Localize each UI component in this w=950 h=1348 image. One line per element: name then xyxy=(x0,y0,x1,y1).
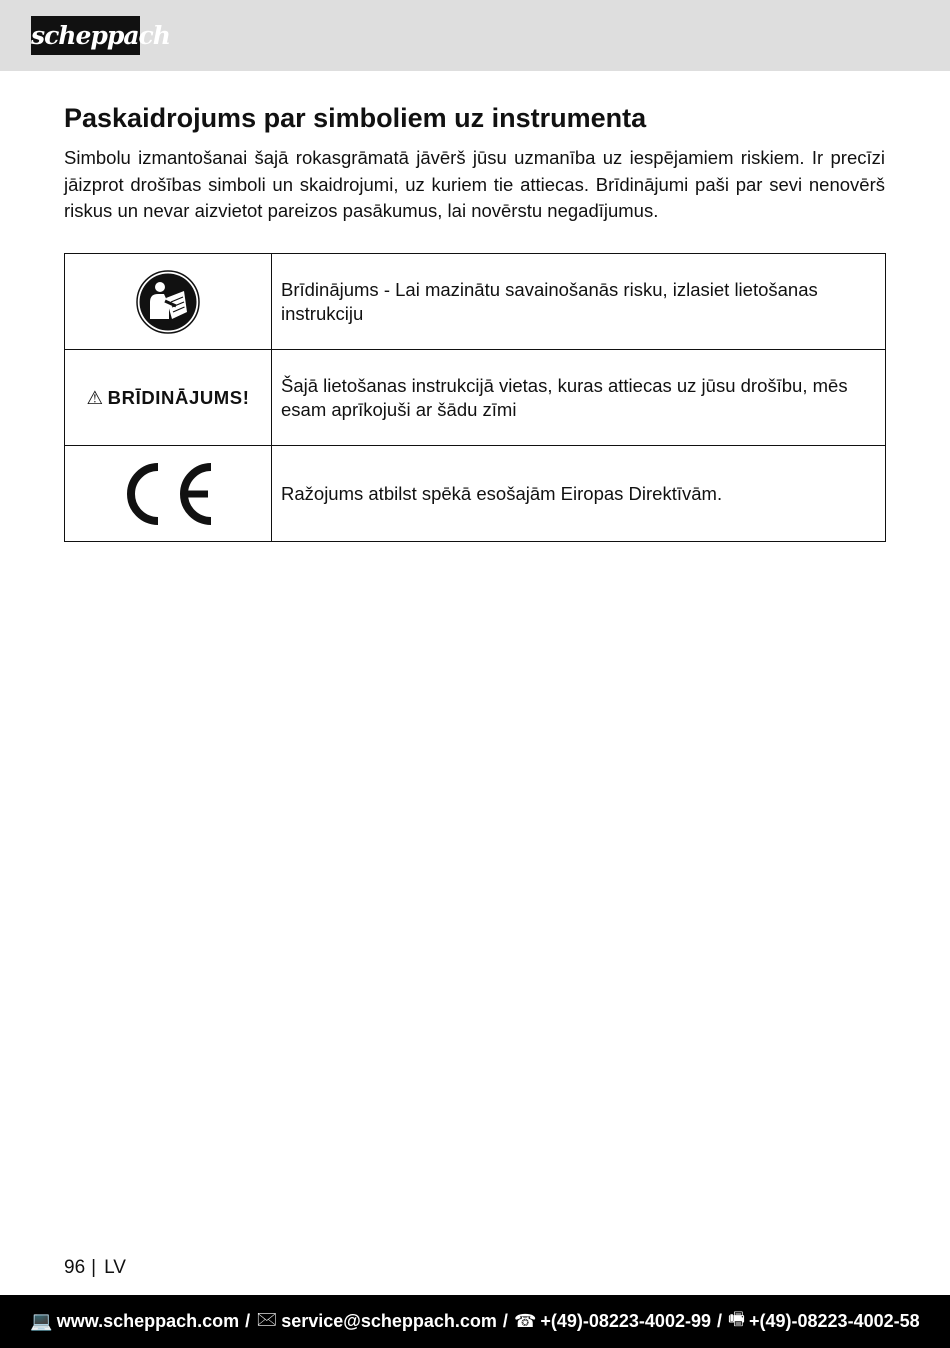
table-row xyxy=(65,254,886,350)
phone-icon: ☎ xyxy=(513,1311,537,1331)
footer-website[interactable]: www.scheppach.com xyxy=(56,1311,240,1331)
symbol-cell xyxy=(65,446,272,542)
symbol-cell xyxy=(65,350,272,446)
ce-mark-icon xyxy=(122,461,214,527)
symbol-table xyxy=(64,253,886,542)
warning-triangle-icon: ⚠ xyxy=(86,386,104,408)
footer-bar xyxy=(0,1295,950,1348)
page-number xyxy=(64,1257,126,1279)
page-language: LV xyxy=(104,1257,126,1278)
footer-divider: / xyxy=(502,1311,508,1331)
footer-phone: +(49)-08223-4002-99 xyxy=(540,1311,711,1331)
page-number-value: 96 xyxy=(64,1257,86,1278)
symbol-description: Brīdinājums - Lai mazinātu savainošanās risku, izlasiet lietošanas instrukciju xyxy=(272,254,886,350)
computer-icon: 💻 xyxy=(30,1311,53,1331)
symbol-description: Ražojums atbilst spēkā esošajām Eiropas Direktīvām. xyxy=(272,446,886,542)
mail-icon: 🖂 xyxy=(256,1308,278,1329)
warning-label xyxy=(86,387,249,408)
footer-fax: +(49)-08223-4002-58 xyxy=(749,1311,920,1331)
footer-email[interactable]: service@scheppach.com xyxy=(281,1311,497,1331)
symbol-cell xyxy=(65,254,272,350)
symbol-description: Šajā lietošanas instrukcijā vietas, kuras attiecas uz jūsu drošību, mēs esam aprīkojuši ar šādu zīmi xyxy=(272,350,886,446)
table-row xyxy=(65,446,886,542)
page-separator: | xyxy=(91,1257,97,1278)
page-title: Paskaidrojums par simboliem uz instrumenta xyxy=(64,103,647,133)
footer-divider: / xyxy=(716,1311,722,1331)
fax-icon: 🖷 xyxy=(728,1308,745,1329)
table-row xyxy=(65,350,886,446)
read-manual-icon xyxy=(136,270,200,334)
header-band xyxy=(0,0,950,71)
footer-divider: / xyxy=(245,1311,251,1331)
intro-paragraph: Simbolu izmantošanai šajā rokasgrāmatā jāvērš jūsu uzmanība uz iespējamiem riskiem. Ir precīzi jāizprot drošības simboli un skaidrojumi, uz kuriem tie attiecas. Brīdinājumi paši par sevi nenovērš riskus un nevar aizvietot pareizos pasākumus, lai novērstu negadījumus. xyxy=(64,147,885,222)
warning-label-text: BRĪDINĀJUMS! xyxy=(107,386,250,408)
brand-logo: scheppach xyxy=(31,16,140,55)
